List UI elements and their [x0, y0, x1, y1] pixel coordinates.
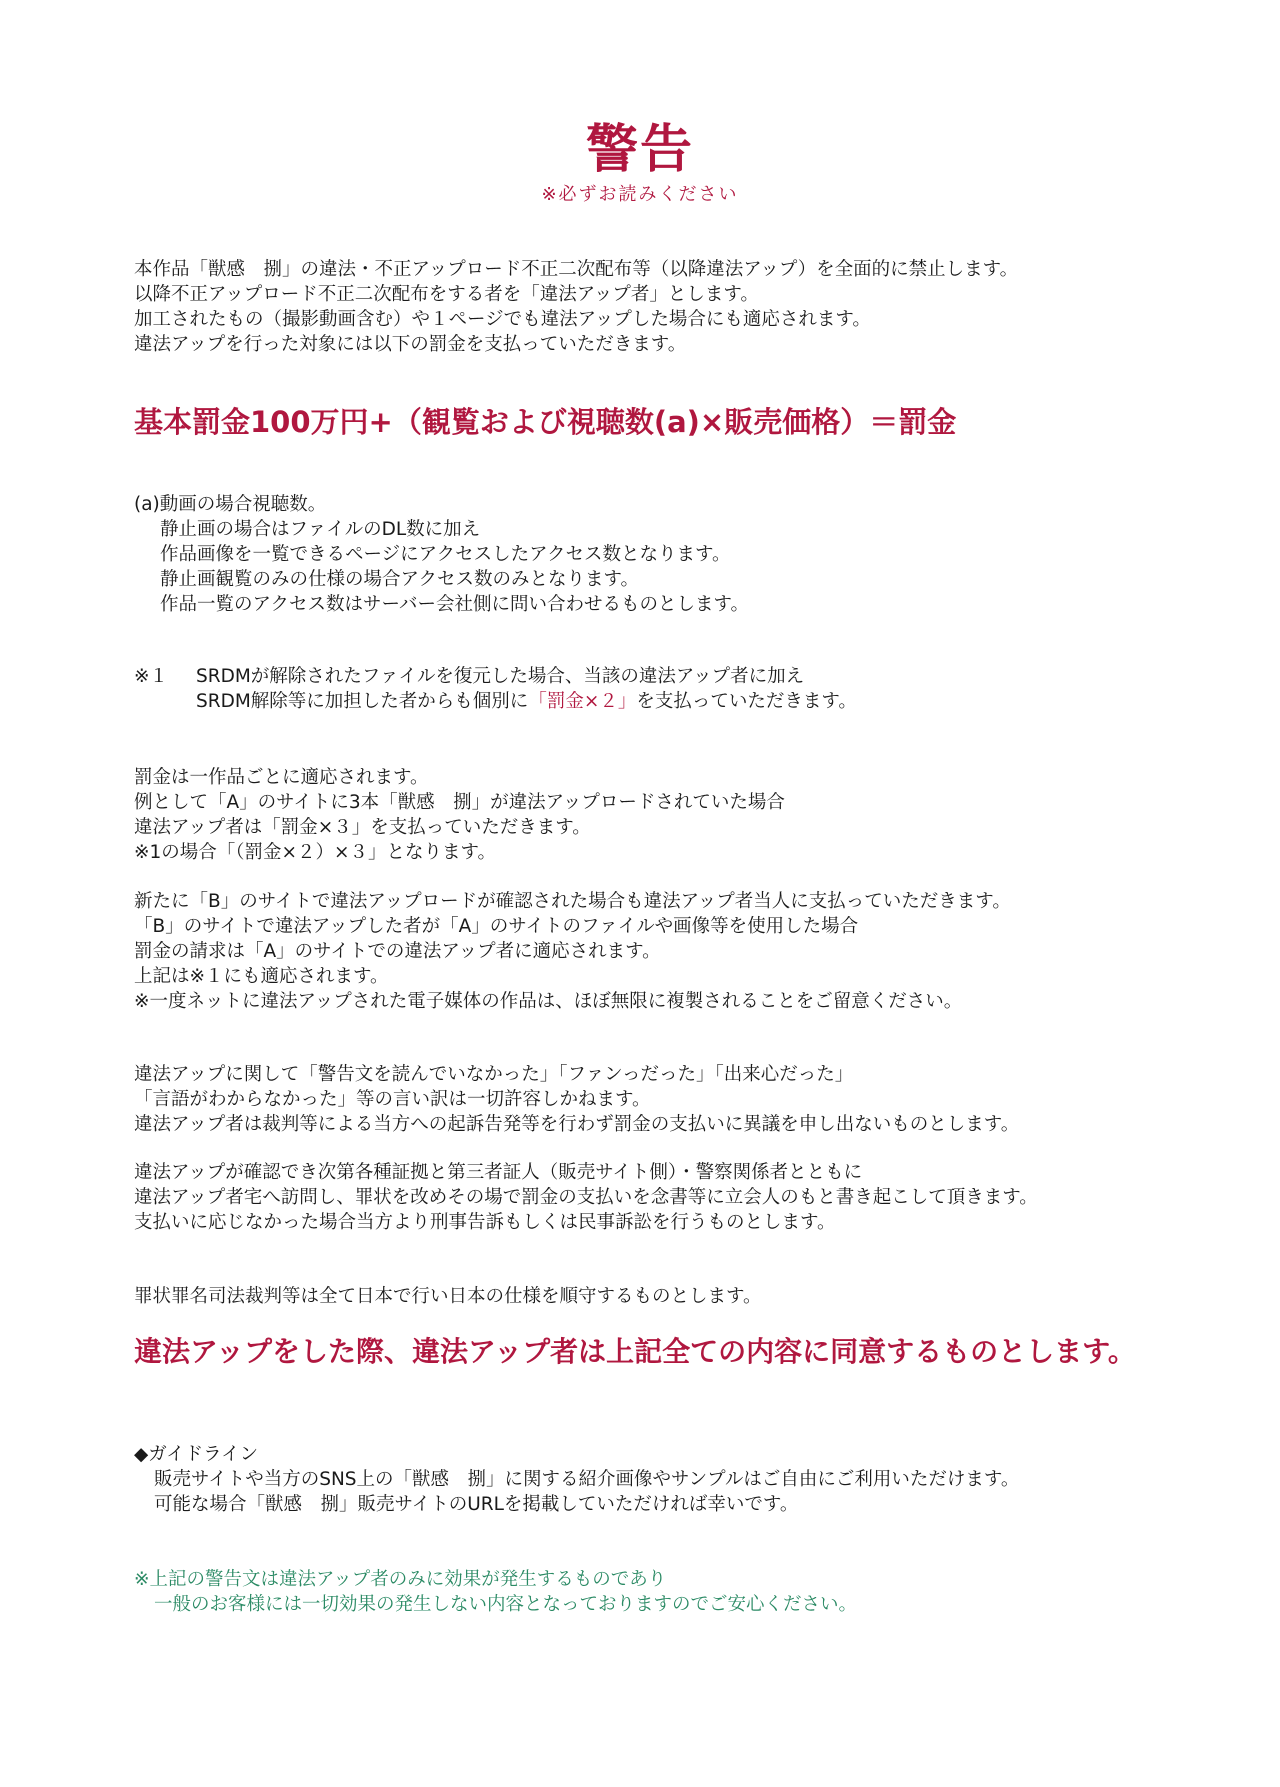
- site-b-line: 新たに「B」のサイトで違法アップロードが確認された場合も違法アップ者当人に支払っていただきます。: [134, 891, 1011, 912]
- site-b-paragraph: [134, 889, 1011, 1014]
- site-b-line: 罰金の請求は「A」のサイトでの違法アップ者に適応されます。: [134, 941, 661, 962]
- procedure-line: 違法アップが確認でき次第各種証拠と第三者証人（販売サイト側）・警察関係者とともに: [134, 1162, 863, 1183]
- procedure-line: 違法アップ者宅へ訪問し、罪状を改めその場で罰金の支払いを念書等に立会人のもと書き起こして頂きます。: [134, 1187, 1038, 1208]
- note-1-line2: SRDM解除等に加担した者からも個別に: [196, 691, 529, 712]
- per-work-line: 例として「A」のサイトに3本「獣感 捌」が違法アップロードされていた場合: [134, 792, 785, 813]
- agreement-statement: 違法アップをした際、違法アップ者は上記全ての内容に同意するものとします。: [134, 1335, 1136, 1368]
- procedure-line: 支払いに応じなかった場合当方より刑事告訴もしくは民事訴訟を行うものとします。: [134, 1212, 836, 1233]
- closing-line: 一般のお客様には一切効果の発生しない内容となっておりますのでご安心ください。: [154, 1594, 858, 1615]
- procedure-paragraph: [134, 1160, 1038, 1235]
- closing-line: ※上記の警告文は違法アップ者のみに効果が発生するものであり: [134, 1569, 667, 1590]
- guideline-line: 可能な場合「獣感 捌」販売サイトのURLを掲載していただければ幸いです。: [154, 1494, 799, 1515]
- per-work-line: 罰金は一作品ごとに適応されます。: [134, 767, 429, 788]
- per-work-line: ※1の場合「（罰金×２）×３」となります。: [134, 842, 497, 863]
- note-1-line2-end: を支払っていただきます。: [636, 691, 857, 712]
- intro-line: 以降不正アップロード不正二次配布をする者を「違法アップ者」とします。: [134, 284, 759, 305]
- site-b-line: ※一度ネットに違法アップされた電子媒体の作品は、ほぼ無限に複製されることをご留意ください。: [134, 991, 963, 1012]
- site-b-line: 「B」のサイトで違法アップした者が「A」のサイトのファイルや画像等を使用した場合: [134, 916, 859, 937]
- intro-paragraph: [134, 257, 1018, 357]
- note-a-line: 静止画観覧のみの仕様の場合アクセス数のみとなります。: [160, 569, 639, 590]
- note-a: [134, 492, 749, 617]
- intro-line: 加工されたもの（撮影動画含む）や１ページでも違法アップした場合にも適応されます。: [134, 309, 871, 330]
- per-work-line: 違法アップ者は「罰金×３」を支払っていただきます。: [134, 817, 591, 838]
- double-penalty-text: 「罰金×２」: [528, 691, 637, 712]
- note-1-line1: SRDMが解除されたファイルを復元した場合、当該の違法アップ者に加え: [196, 666, 805, 687]
- intro-line: 違法アップを行った対象には以下の罰金を支払っていただきます。: [134, 334, 687, 355]
- note-a-line: 作品一覧のアクセス数はサーバー会社側に問い合わせるものとします。: [160, 594, 750, 615]
- jurisdiction-line: 罪状罪名司法裁判等は全て日本で行い日本の仕様を順守するものとします。: [134, 1286, 762, 1307]
- guideline-head: ◆ガイドライン: [134, 1444, 259, 1465]
- intro-line: 本作品「獣感 捌」の違法・不正アップロード不正二次配布等（以降違法アップ）を全面的に禁止します。: [134, 259, 1019, 280]
- guideline-line: 販売サイトや当方のSNS上の「獣感 捌」に関する紹介画像やサンプルはご自由にご利用いただけます。: [154, 1469, 1020, 1490]
- page-subtitle: ※必ずお読みください: [541, 184, 739, 205]
- penalty-formula: 基本罰金100万円+（観覧および視聴数(a)×販売価格）＝罰金: [134, 405, 957, 439]
- excuses-line: 違法アップに関して「警告文を読んでいなかった」「ファンっだった」「出来心だった」: [134, 1064, 854, 1085]
- note-1: [134, 664, 857, 714]
- note-1-mark: ※１: [134, 666, 169, 687]
- per-work-paragraph: [134, 765, 785, 865]
- note-a-line: 静止画の場合はファイルのDL数に加え: [160, 519, 481, 540]
- guideline-section: [134, 1442, 1019, 1517]
- site-b-line: 上記は※１にも適応されます。: [134, 966, 389, 987]
- excuses-line: 違法アップ者は裁判等による当方への起訴告発等を行わず罰金の支払いに異議を申し出ないものとします。: [134, 1114, 1020, 1135]
- excuses-paragraph: [134, 1062, 1019, 1137]
- page-title: 警告: [585, 120, 694, 180]
- closing-note: [134, 1567, 857, 1617]
- excuses-line: 「言語がわからなかった」等の言い訳は一切許容しかねます。: [134, 1089, 651, 1110]
- note-a-head: (a)動画の場合視聴数。: [134, 494, 327, 515]
- note-a-line: 作品画像を一覧できるページにアクセスしたアクセス数となります。: [160, 544, 731, 565]
